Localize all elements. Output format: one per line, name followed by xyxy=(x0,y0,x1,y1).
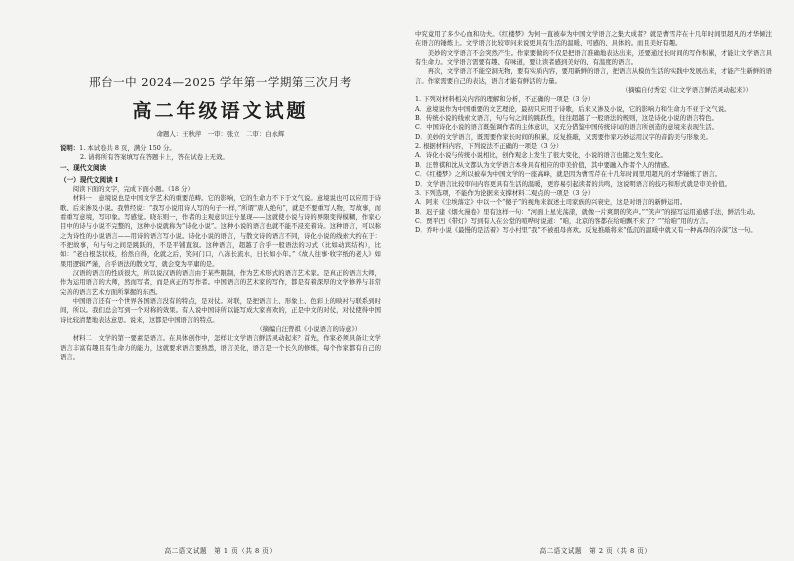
instructions-block xyxy=(60,144,381,162)
material-paragraph: 材料二 文学的第一要素是语言。在具体创作中，怎样让文学语言鲜活灵动起来？首先，作家必须具备让文学语言丰富有趣且有生命力的能力，这就要求语言要熟悉，语言美化，语言是一个长久的修炼，每个作家都有自己的语言。 xyxy=(60,335,381,361)
option-b: B．迟子建《烟火漫卷》里有这样一句：“河面上星光荡漾，就像一片爽朗的笑声。”“笑声”的描写运用通感手法，鲜活生动。 xyxy=(415,208,760,216)
option-c: C．贾平凹《带灯》写到有人在公堂的喧哗时说道：“咱，北京的客都在给咱飘不来了？”“给咱”用的方言。 xyxy=(415,217,712,225)
note-1: 1. 本试卷共 8 页，满分 150 分。 xyxy=(79,144,176,152)
grade-title: 高二年级语文试题 xyxy=(132,100,309,122)
material-paragraph: 材料一 意境说也是中国文学艺术的重要范畴。它的影响，它的生命力不下于文气说。意境说也可以应用于诗歌、后来渗及小说。我曾经说：“我写小说用诗人写的句子一样，”所谓“唐人绝句”，就是不要重写人物，写故事，而看重写意境，写印象。写感觉。晓东则一，作者的主观意识汪兮显现——这就使小说与诗的界限变得模糊，作家心目中的诗与小说不完整的，这种小说就称为“诗化小说”。这种小说的语言也就不能不浸充着诗。这种语言，可以称之为诗性的小说语言——用诗的语言写小说。诗化小说的语言，与散文诗的语言不同，诗化小说的线索大约在于：不把故事，句与句之间是跳跃的，不是平铺直叙。这种语言，超越了合乎一般语法的习式（比如动宾结构），比如：“老白根茎状枝，拾然自得，化就之后，笑问门口，八冻长流水，日长如小年。”《故人往事·收字纸的老人》如果用逻辑严谨，合乎语法的散文写，就会变为平庸的是。 xyxy=(60,195,381,268)
material-paragraph: 美妙的文学语言不会突然产生。作家要做的不仅是把语言准确地表达出来，还要通过长时间的写作积累，才能让文学语言具有生命力。文学语言需要有趣、有味道，要让读者感到美好的、有温度的语言。 xyxy=(415,49,772,67)
question-2: 2. 根据材料内容，下列说法不正确的一项是（3 分） xyxy=(415,143,563,151)
option-b: B．传统小说的线索文语言，句与句之间的跳跃性，往往超越了一般语法的规则，这是诗化小说的语言特色。 xyxy=(415,115,718,123)
source-citation: （摘编自付秀宏《让文学语言鲜活灵动起来》） xyxy=(621,87,752,95)
subsection-heading: （一）现代文阅读 I xyxy=(60,175,119,184)
option-c: C．中国诗化小说的语言既强调作者的主体意识，又充分借鉴中国传统诗词的语言所创造的意境来表现生活。 xyxy=(415,124,719,132)
page-2 xyxy=(397,0,794,561)
question-3: 3. 下列选项，不能作为论据来支撑材料二观点的一项是（3 分） xyxy=(415,189,595,197)
option-d: D．文学语言比较审问内容更具有生活的温暖，更容易引起读者的共鸣，这说明语言的技巧和形式就是审美价值。 xyxy=(415,180,731,188)
note-2: 2. 请将所有答案填写在答题卡上，答在试卷上无效。 xyxy=(80,153,229,162)
question-1: 1. 下列对材料相关内容的理解和分析，不正确的一项是（3 分） xyxy=(415,96,595,104)
option-a: A．阿来《尘埃落定》中以一个“傻子”的视角来叙述土司家族的兴衰史，这是对语言的新鲜运用。 xyxy=(415,199,687,207)
material-paragraph: 中国语言还有一个世界各国语言没有的特点，是对仗。对联，是把语言上、形象上、色彩上的映衬与联系到时间，所以。我们总会写到一个对称的效果。有人说中国诗所以能写成大家喜欢的，正是中文的对仗，对仗使得中国诗比较清楚地表达意思。说来，这都是中国语言的特点。 xyxy=(60,297,381,324)
option-a: A．意境说作为中国重要的文艺理论，最初只应用于诗歌，后来又渗及小说，它的影响力和生命力不亚于文气说。 xyxy=(415,105,731,113)
material-paragraph: 汉语的语言的性质很大，所以说汉语的语言由于某些限制，作为艺术形式的语言艺术家。是真正的语言大师，作为运用语言的大师，然而写者，而是真正的写作者。中国语言的艺术家的写作，都是有着深厚的文学修养与非常完善的语言艺术方面所掌握的东西。 xyxy=(60,269,381,296)
page-footer: 高二语文试题 第 1 页（共 8 页） xyxy=(164,547,277,555)
page-footer: 高二语文试题 第 2 页（共 8 页） xyxy=(539,547,652,555)
option-d: D．美妙的文学语言，既需要作家长时间的积累，反复推敲，又需要作家巧妙运用汉字的音韵美与形象美。 xyxy=(415,133,712,141)
source-citation: （摘编自汪曾祺《小说语言的诗意》） xyxy=(256,325,361,333)
section-heading: 一、现代文阅读 xyxy=(60,164,107,173)
option-a: A．诗化小说与传统小说相比，创作观念上发生了很大变化，小说的语言也随之发生变化。 xyxy=(415,152,667,160)
material-paragraph: 再次，文学语言不能空洞无物，要有实质内容，要用新鲜的语言，把语言从模仿生活的实践中发展出来，才能产生新鲜的语言。作家需要自己的表达，语言才能有鲜活的力量。 xyxy=(415,68,772,85)
setters-line: 命题人：王秋萍 一审：张立 二审：白永辉 xyxy=(156,130,285,138)
reading-instruction: 阅读下面的文字，完成下面小题。（18 分） xyxy=(72,185,194,193)
exam-title: 邢台一中 2024—2025 学年第一学期第三次月考 xyxy=(89,75,352,89)
option-c: C．《红楼梦》之所以被奉为中国文学的一座高峰，就是因为曹雪芹在十几年时间里用超凡的才华锤炼了语言。 xyxy=(415,171,722,179)
option-b: B．汪曾祺和沈从文都认为文学语言本身具有相应的审美价值，其中要融入作者个人的情感。 xyxy=(415,161,674,169)
option-d: D．乔叶小说《最慢的是活着》写小村里“我”不被祖母喜欢。反复推敲将来“低沉的温暖中就又有一种高昂的冷漠”这一句。 xyxy=(415,227,757,235)
notes-label: 说明： xyxy=(60,144,80,152)
material-paragraph: 中究竟用了多少心血和功夫。《红楼梦》为何一直被奉为中国文学语言之集大成者？就是曹雪芹在十几年时间里超凡的才华倾注在语言的锤炼上。文学语言比较审问来说更具有生活的温暖、可感的、具体的。而且美好有趣。 xyxy=(415,31,772,48)
